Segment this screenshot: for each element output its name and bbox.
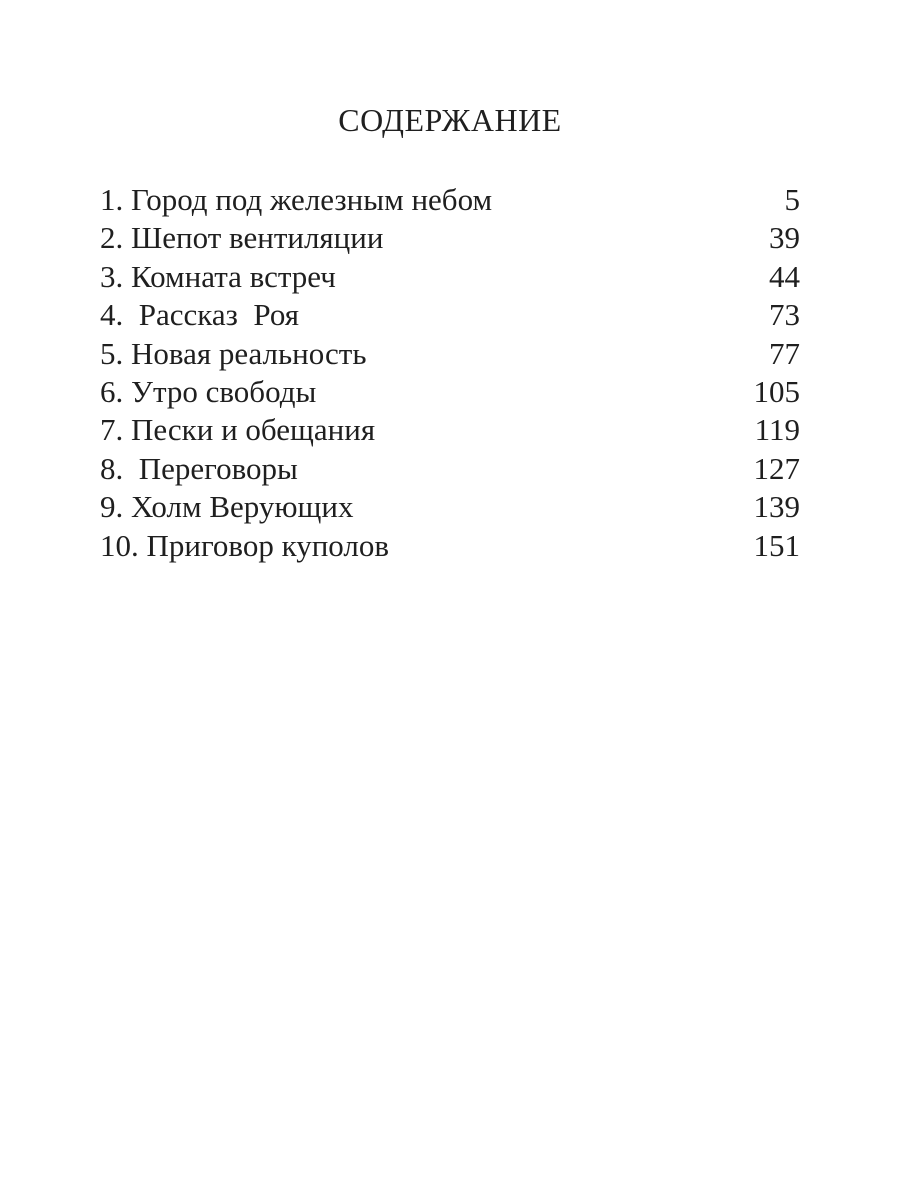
- toc-row: [100, 411, 800, 449]
- page-number: 151: [753, 527, 800, 563]
- chapter-title: 9. Холм Верующих: [100, 489, 354, 525]
- toc-row: [100, 488, 800, 526]
- page-number: 73: [769, 297, 800, 333]
- toc-row: [100, 258, 800, 296]
- toc-row: [100, 181, 800, 219]
- chapter-title: 8. Переговоры: [100, 450, 298, 486]
- page-number: 5: [784, 182, 800, 217]
- chapter-title: 3. Комната встреч: [100, 258, 336, 294]
- chapter-title: 1. Город под железным небом: [100, 182, 493, 217]
- chapter-title: 2. Шепот вентиляции: [100, 220, 384, 256]
- chapter-title: 10. Приговор куполов: [100, 527, 390, 563]
- table-of-contents: [100, 181, 800, 565]
- page-number: 105: [753, 373, 800, 409]
- toc-row: [100, 296, 800, 334]
- toc-row: [100, 450, 800, 488]
- page-number: 77: [769, 335, 800, 371]
- toc-row: [100, 373, 800, 411]
- chapter-title: 7. Пески и обещания: [100, 412, 376, 448]
- page-number: 39: [769, 220, 800, 256]
- page-number: 44: [769, 258, 800, 294]
- toc-row: [100, 219, 800, 257]
- chapter-title: 4. Рассказ Роя: [100, 297, 300, 333]
- toc-row: [100, 335, 800, 373]
- page-title: СОДЕРЖАНИЕ: [338, 102, 562, 138]
- chapter-title: 5. Новая реальность: [100, 335, 367, 371]
- page-number: 119: [754, 412, 800, 448]
- page-number: 127: [753, 450, 800, 486]
- page-number: 139: [753, 489, 800, 525]
- toc-row: [100, 527, 800, 565]
- chapter-title: 6. Утро свободы: [100, 373, 317, 409]
